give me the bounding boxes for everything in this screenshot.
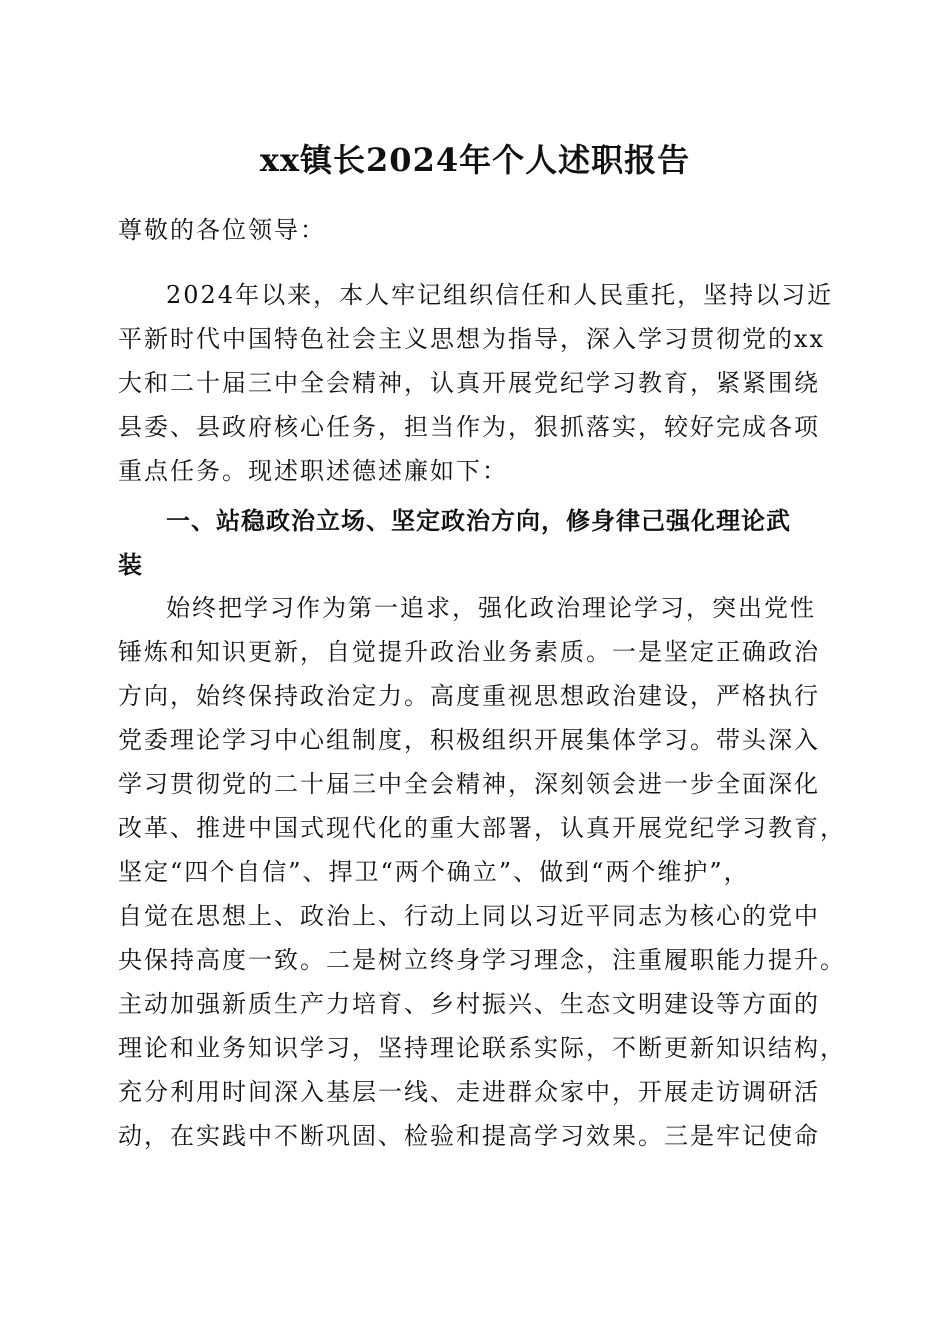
paragraph-line: 充分利用时间深入基层一线、走进群众家中，开展走访调研活: [118, 1078, 820, 1106]
paragraph-line: 自觉在思想上、政治上、行动上同以习近平同志为核心的党中: [118, 902, 820, 930]
heading-line: 装: [118, 551, 143, 579]
paragraph-line: 央保持高度一致。二是树立终身学习理念，注重履职能力提升。: [118, 946, 846, 974]
paragraph-line: 重点任务。现述职述德述廉如下：: [118, 457, 508, 485]
paragraph-line: 党委理论学习中心组制度，积极组织开展集体学习。带头深入: [118, 726, 820, 754]
paragraph-line: 主动加强新质生产力培育、乡村振兴、生态文明建设等方面的: [118, 990, 820, 1018]
greeting-line: 尊敬的各位领导：: [118, 216, 326, 244]
document-title: xx镇长2024年个人述职报告: [259, 141, 691, 179]
section-heading: [118, 499, 832, 587]
paragraph-line: 始终把学习作为第一追求，强化政治理论学习，突出党性: [166, 594, 816, 622]
greeting: [118, 208, 832, 252]
paragraph-line: 县委、县政府核心任务，担当作为，狠抓落实，较好完成各项: [118, 413, 820, 441]
paragraph-line: 理论和业务知识学习，坚持理论联系实际，不断更新知识结构，: [118, 1034, 846, 1062]
paragraph-line: 方向，始终保持政治定力。高度重视思想政治建设，严格执行: [118, 682, 820, 710]
intro-paragraph: [118, 273, 832, 493]
paragraph-line: 大和二十届三中全会精神，认真开展党纪学习教育，紧紧围绕: [118, 369, 820, 397]
paragraph-line: 学习贯彻党的二十届三中全会精神，深刻领会进一步全面深化: [118, 770, 820, 798]
paragraph-line: 动，在实践中不断巩固、检验和提高学习效果。三是牢记使命: [118, 1122, 820, 1150]
paragraph-line: 平新时代中国特色社会主义思想为指导，深入学习贯彻党的xx: [118, 325, 826, 353]
paragraph-line: 锤炼和知识更新，自觉提升政治业务素质。一是坚定正确政治: [118, 638, 820, 666]
paragraph-line: 改革、推进中国式现代化的重大部署，认真开展党纪学习教育，: [118, 814, 846, 842]
section-paragraph: [118, 586, 846, 1158]
heading-line: 一、站稳政治立场、坚定政治方向，修身律己强化理论武: [166, 507, 791, 535]
paragraph-line: 坚定“四个自信”、捍卫“两个确立”、做到“两个维护”，: [118, 858, 750, 886]
paragraph-line: 2024年以来，本人牢记组织信任和人民重托，坚持以习近: [166, 281, 834, 309]
